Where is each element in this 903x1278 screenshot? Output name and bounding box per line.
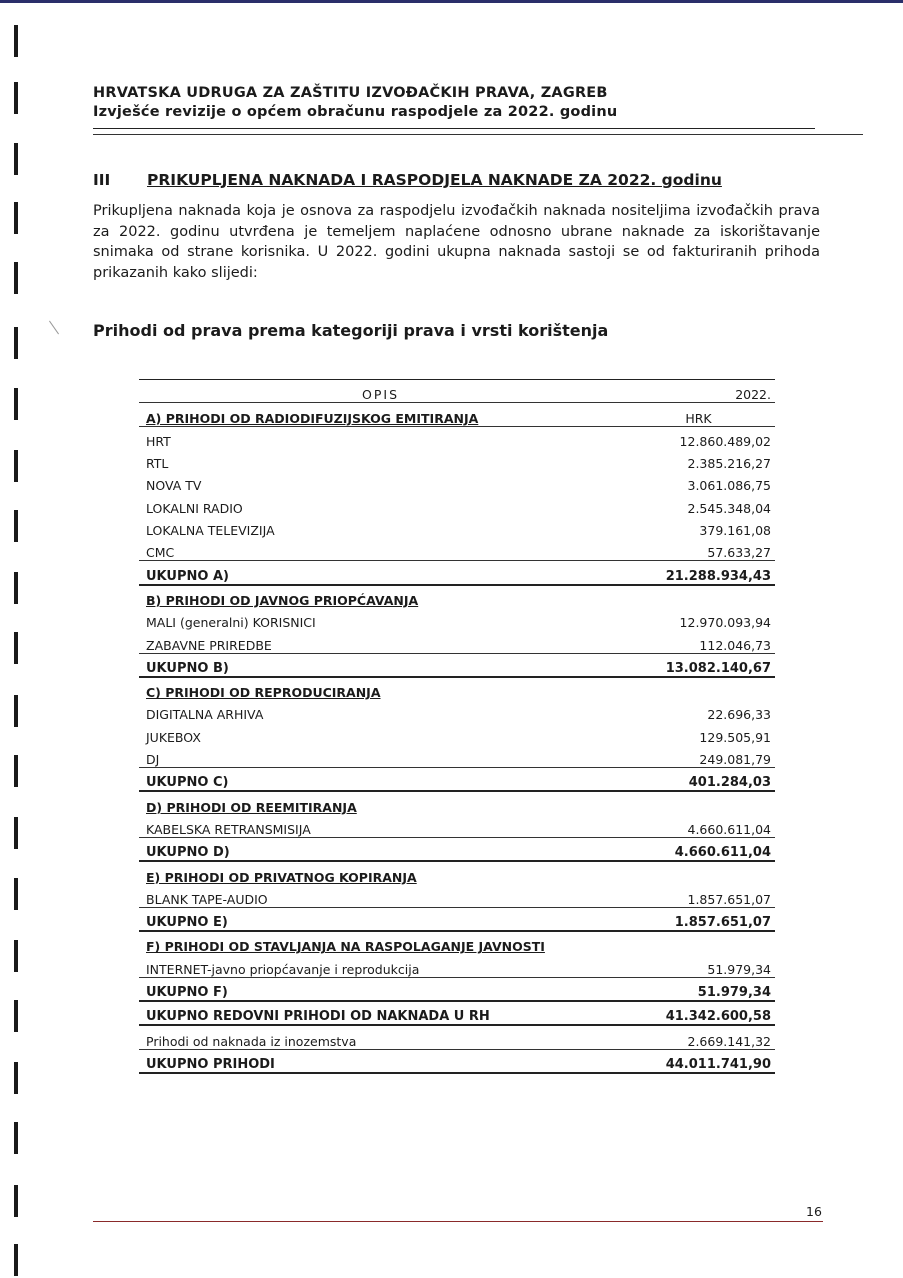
- subtotal-row: [139, 653, 775, 677]
- category-label: A) PRIHODI OD RADIODIFUZIJSKOG EMITIRANJA: [146, 410, 479, 426]
- row-value: 1.857.651,07: [619, 907, 775, 931]
- row-value: [619, 791, 775, 814]
- column-header-description: OPIS: [139, 380, 619, 403]
- binder-hole-mark: [14, 1062, 18, 1094]
- row-label: ZABAVNE PRIREDBE: [139, 630, 619, 653]
- grand-total-row: [139, 1049, 775, 1073]
- table-row: [139, 516, 775, 538]
- table-row: [139, 493, 775, 515]
- category-row: [139, 403, 775, 426]
- row-label: BLANK TAPE-AUDIO: [139, 885, 619, 908]
- subtotal-row: [139, 907, 775, 931]
- row-value: [619, 931, 775, 954]
- binder-hole-mark: [14, 202, 18, 234]
- row-value: [619, 677, 775, 700]
- row-value: 2.545.348,04: [687, 500, 771, 516]
- scan-mark: [49, 321, 59, 335]
- category-label: D) PRIHODI OD REEMITIRANJA: [146, 799, 357, 815]
- table-row: [139, 815, 775, 838]
- table-row: [139, 954, 775, 977]
- table-subheading: Prihodi od prava prema kategoriji prava i vrsti korištenja: [93, 321, 609, 340]
- row-label: CMC: [139, 538, 619, 561]
- row-value: [619, 861, 775, 884]
- table-header-row: [139, 380, 775, 403]
- category-label: E) PRIHODI OD PRIVATNOG KOPIRANJA: [146, 869, 417, 885]
- row-value: 112.046,73: [619, 630, 775, 653]
- row-label: DIGITALNA ARHIVA: [146, 707, 264, 723]
- row-label: DJ: [139, 745, 619, 768]
- top-edge-line: [0, 0, 903, 3]
- table-row: [139, 1025, 775, 1049]
- row-label: UKUPNO E): [139, 907, 619, 931]
- subtotal-row: [139, 837, 775, 861]
- table-row: [139, 722, 775, 744]
- row-label: UKUPNO REDOVNI PRIHODI OD NAKNADA U RH: [139, 1001, 619, 1025]
- table-row: [139, 426, 775, 449]
- total-domestic-row: [139, 1001, 775, 1025]
- row-label: NOVA TV: [146, 478, 202, 494]
- binder-hole-mark: [14, 1000, 18, 1032]
- subtotal-row: [139, 977, 775, 1001]
- intro-paragraph: Prikupljena naknada koja je osnova za raspodjelu izvođačkih naknada nositeljima izvođačkih prava za 2022. godinu utvrđena je temeljem naplaćene odnosno ubrane naknade za iskorištavanje snimaka od strane korisnika. U 2022. godini ukupna naknada sastoji se od fakturiranih prihoda prikazanih kako slijedi:: [93, 203, 820, 281]
- section-number: III: [93, 171, 111, 189]
- table-row: [139, 449, 775, 471]
- table-row: [139, 700, 775, 722]
- binder-hole-mark: [14, 940, 18, 972]
- row-label: HRT: [146, 433, 171, 449]
- row-label: LOKALNI RADIO: [146, 500, 243, 516]
- category-row: [139, 677, 775, 700]
- binder-hole-mark: [14, 1244, 18, 1276]
- row-value: 2.669.141,32: [619, 1025, 775, 1049]
- row-label: UKUPNO B): [139, 653, 619, 677]
- row-value: 3.061.086,75: [687, 478, 771, 494]
- row-value: 4.660.611,04: [619, 815, 775, 838]
- row-label: Prihodi od naknada iz inozemstva: [139, 1025, 619, 1049]
- binder-hole-mark: [14, 327, 18, 359]
- header-rule: [93, 128, 815, 129]
- binder-hole-mark: [14, 878, 18, 910]
- subtotal-row: [139, 768, 775, 792]
- section-title: PRIKUPLJENA NAKNADA I RASPODJELA NAKNADE ZA 2022. godinu: [147, 171, 722, 189]
- binder-hole-mark: [14, 262, 18, 294]
- table-row: [139, 608, 775, 630]
- category-label: F) PRIHODI OD STAVLJANJA NA RASPOLAGANJE JAVNOSTI: [146, 939, 545, 955]
- binder-hole-mark: [14, 82, 18, 114]
- binder-hole-mark: [14, 695, 18, 727]
- table-row: [139, 471, 775, 493]
- row-value: 249.081,79: [619, 745, 775, 768]
- category-row: [139, 585, 775, 608]
- binder-hole-mark: [14, 1122, 18, 1154]
- row-label: RTL: [146, 456, 169, 472]
- section-heading: [93, 171, 722, 189]
- row-value: 51.979,34: [619, 954, 775, 977]
- row-value: 12.970.093,94: [679, 615, 771, 631]
- binder-hole-mark: [14, 25, 18, 57]
- row-label: UKUPNO C): [139, 768, 619, 792]
- row-label: MALI (generalni) KORISNICI: [146, 615, 316, 631]
- subtotal-row: [139, 561, 775, 585]
- binder-hole-mark: [14, 817, 18, 849]
- table-row: [139, 885, 775, 908]
- row-value: 51.979,34: [619, 977, 775, 1001]
- page-number: 16: [806, 1204, 822, 1219]
- category-row: [139, 791, 775, 814]
- row-value: 41.342.600,58: [619, 1001, 775, 1025]
- row-value: 4.660.611,04: [619, 837, 775, 861]
- row-label: UKUPNO PRIHODI: [139, 1049, 619, 1073]
- header-report-title: Izvješće revizije o općem obračunu raspodjele za 2022. godinu: [93, 104, 618, 120]
- currency-label: HRK: [619, 403, 775, 426]
- binder-hole-mark: [14, 755, 18, 787]
- footer-rule: [93, 1221, 823, 1222]
- row-value: 12.860.489,02: [679, 433, 771, 449]
- row-label: UKUPNO A): [139, 561, 619, 585]
- category-row: [139, 861, 775, 884]
- binder-hole-mark: [14, 572, 18, 604]
- header-rule-secondary: [93, 134, 863, 135]
- table-row: [139, 745, 775, 768]
- row-label: KABELSKA RETRANSMISIJA: [139, 815, 619, 838]
- column-header-year: 2022.: [619, 380, 775, 403]
- row-value: 2.385.216,27: [687, 456, 771, 472]
- category-row: [139, 931, 775, 954]
- binder-hole-mark: [14, 143, 18, 175]
- table-row: [139, 630, 775, 653]
- row-value: 401.284,03: [619, 768, 775, 792]
- row-value: 379.161,08: [699, 523, 771, 539]
- row-value: 22.696,33: [707, 707, 771, 723]
- revenue-table: [139, 379, 775, 1074]
- row-value: [619, 585, 775, 608]
- document-header: [93, 84, 617, 122]
- row-value: 57.633,27: [619, 538, 775, 561]
- row-label: UKUPNO D): [139, 837, 619, 861]
- binder-hole-mark: [14, 450, 18, 482]
- row-label: LOKALNA TELEVIZIJA: [146, 523, 275, 539]
- category-label: B) PRIHODI OD JAVNOG PRIOPĆAVANJA: [146, 592, 419, 608]
- binder-hole-mark: [14, 632, 18, 664]
- binder-hole-mark: [14, 510, 18, 542]
- row-label: INTERNET-javno priopćavanje i reprodukcija: [139, 954, 619, 977]
- row-value: 44.011.741,90: [619, 1049, 775, 1073]
- binder-hole-mark: [14, 388, 18, 420]
- row-value: 21.288.934,43: [619, 561, 775, 585]
- row-label: JUKEBOX: [146, 729, 201, 745]
- row-label: UKUPNO F): [139, 977, 619, 1001]
- row-value: 13.082.140,67: [619, 653, 775, 677]
- header-organization: HRVATSKA UDRUGA ZA ZAŠTITU IZVOĐAČKIH PRAVA, ZAGREB: [93, 85, 608, 101]
- row-value: 129.505,91: [699, 729, 771, 745]
- row-value: 1.857.651,07: [619, 885, 775, 908]
- binder-hole-mark: [14, 1185, 18, 1217]
- table-row: [139, 538, 775, 561]
- category-label: C) PRIHODI OD REPRODUCIRANJA: [146, 685, 381, 701]
